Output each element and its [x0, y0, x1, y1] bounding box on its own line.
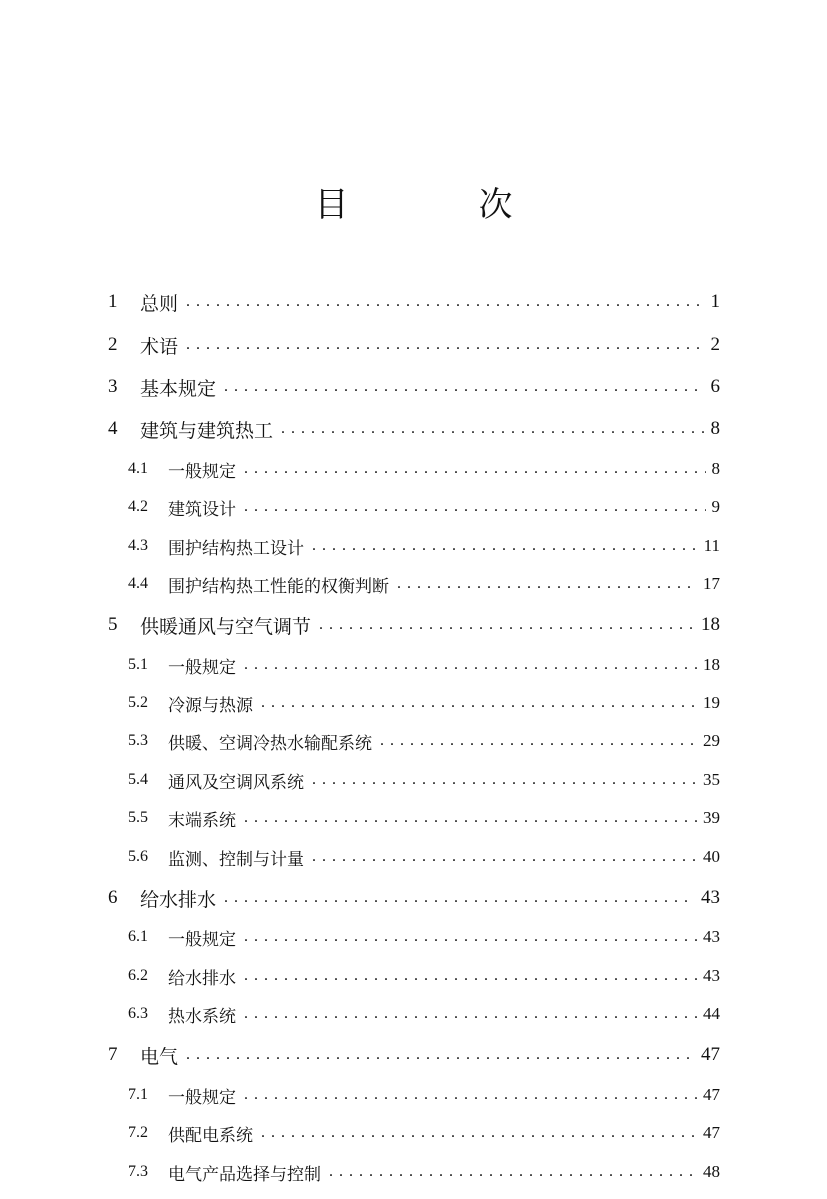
toc-entry-label: 围护结构热工设计	[168, 538, 304, 559]
dot-leader	[380, 731, 697, 751]
toc-entry[interactable]	[128, 455, 720, 483]
toc-entry-number: 5.2	[128, 694, 148, 711]
dot-leader	[261, 1123, 697, 1143]
toc-entry-label: 围护结构热工性能的权衡判断	[168, 576, 389, 597]
dot-leader	[244, 927, 697, 947]
toc-entry-label: 总则	[140, 292, 179, 315]
dot-leader	[244, 808, 697, 828]
toc-entry-label: 冷源与热源	[168, 695, 253, 716]
toc-entry-page-number: 8	[711, 459, 720, 478]
toc-entry-page-number: 6	[710, 376, 720, 397]
toc-entry-number: 4.2	[128, 498, 148, 515]
dot-leader	[312, 770, 697, 790]
toc-entry-number: 6.1	[128, 928, 148, 945]
toc-entry-number: 2	[108, 334, 118, 355]
dot-leader	[244, 1085, 697, 1105]
toc-entry[interactable]	[108, 884, 720, 912]
toc-entry-page-number: 47	[701, 1044, 720, 1065]
toc-entry-label: 供暖、空调冷热水输配系统	[168, 733, 372, 754]
toc-entry-page-number: 29	[703, 731, 720, 750]
toc-entry[interactable]	[108, 1041, 720, 1069]
toc-entry-label: 电气产品选择与控制	[168, 1164, 321, 1185]
toc-entry-number: 5.6	[128, 848, 148, 865]
toc-entry[interactable]	[128, 727, 720, 755]
toc-entry-label: 一般规定	[168, 657, 236, 678]
dot-leader	[186, 292, 704, 312]
toc-entry-page-number: 47	[703, 1123, 720, 1142]
toc-entry[interactable]	[128, 651, 720, 679]
toc-entry[interactable]	[108, 288, 720, 316]
toc-entry-page-number: 18	[703, 655, 720, 674]
toc-entry-number: 5	[108, 614, 118, 635]
toc-entry[interactable]	[128, 804, 720, 832]
toc-entry-label: 一般规定	[168, 461, 236, 482]
toc-entry-label: 一般规定	[168, 1087, 236, 1108]
toc-entry-number: 5.1	[128, 656, 148, 673]
toc-entry-number: 7	[108, 1044, 118, 1065]
toc-entry-number: 7.1	[128, 1086, 148, 1103]
dot-leader	[281, 419, 704, 439]
toc-entry-number: 4	[108, 418, 118, 439]
dot-leader	[224, 377, 704, 397]
dot-leader	[244, 1004, 697, 1024]
toc-entry-page-number: 35	[703, 770, 720, 789]
toc-entry-number: 5.3	[128, 732, 148, 749]
dot-leader	[329, 1162, 697, 1182]
toc-entry-page-number: 1	[710, 291, 720, 312]
dot-leader	[244, 497, 706, 517]
toc-entry[interactable]	[128, 1158, 720, 1186]
toc-entry-page-number: 43	[703, 966, 720, 985]
toc-entry[interactable]	[128, 532, 720, 560]
toc-entry-page-number: 9	[711, 497, 720, 516]
toc-entry[interactable]	[128, 1119, 720, 1147]
toc-entry[interactable]	[128, 493, 720, 521]
toc-entry-label: 供暖通风与空气调节	[140, 615, 312, 638]
toc-entry-number: 4.3	[128, 537, 148, 554]
toc-entry-page-number: 19	[703, 693, 720, 712]
toc-entry[interactable]	[128, 570, 720, 598]
toc-entry-number: 4.4	[128, 575, 148, 592]
toc-entry-page-number: 43	[703, 927, 720, 946]
dot-leader	[312, 847, 697, 867]
toc-entry-page-number: 11	[703, 536, 720, 555]
dot-leader	[244, 966, 697, 986]
toc-entry-page-number: 47	[703, 1085, 720, 1104]
dot-leader	[244, 459, 706, 479]
toc-entry[interactable]	[108, 415, 720, 443]
toc-entry-number: 6.3	[128, 1005, 148, 1022]
toc-entry-page-number: 44	[703, 1004, 720, 1023]
toc-entry[interactable]	[128, 843, 720, 871]
dot-leader	[261, 693, 697, 713]
toc-entry-label: 监测、控制与计量	[168, 849, 304, 870]
toc-entry-number: 6.2	[128, 967, 148, 984]
toc-entry-label: 术语	[140, 335, 179, 358]
toc-entry-label: 末端系统	[168, 810, 236, 831]
toc-entry-label: 热水系统	[168, 1006, 236, 1027]
toc-entry-label: 基本规定	[140, 377, 217, 400]
toc-entry-label: 供配电系统	[168, 1125, 253, 1146]
toc-entry-label: 一般规定	[168, 929, 236, 950]
dot-leader	[312, 536, 698, 556]
dot-leader	[319, 615, 695, 635]
toc-entry-number: 6	[108, 887, 118, 908]
toc-entry[interactable]	[108, 611, 720, 639]
toc-entry-label: 通风及空调风系统	[168, 772, 304, 793]
toc-entry-page-number: 39	[703, 808, 720, 827]
toc-entry-label: 建筑设计	[168, 499, 236, 520]
toc-entry[interactable]	[128, 766, 720, 794]
toc-entry-label: 给水排水	[168, 968, 236, 989]
toc-entry-number: 1	[108, 291, 118, 312]
toc-entry[interactable]	[128, 962, 720, 990]
toc-entry[interactable]	[108, 331, 720, 359]
dot-leader	[244, 655, 697, 675]
toc-entry-page-number: 18	[701, 614, 720, 635]
toc-entry-number: 5.4	[128, 771, 148, 788]
toc-entry-page-number: 43	[701, 887, 720, 908]
dot-leader	[186, 1045, 695, 1065]
toc-entry-label: 建筑与建筑热工	[140, 419, 274, 442]
toc-entry-number: 3	[108, 376, 118, 397]
toc-entry-page-number: 2	[710, 334, 720, 355]
toc-entry-page-number: 17	[703, 574, 720, 593]
toc-entry-label: 电气	[140, 1045, 179, 1068]
page-title: 目 次	[314, 185, 561, 225]
dot-leader	[224, 888, 695, 908]
toc-entry-number: 5.5	[128, 809, 148, 826]
dot-leader	[186, 335, 704, 355]
toc-entry-page-number: 40	[703, 847, 720, 866]
toc-entry-number: 7.2	[128, 1124, 148, 1141]
toc-entry-label: 给水排水	[140, 888, 217, 911]
toc-entry-page-number: 48	[703, 1162, 720, 1181]
toc-entry-number: 4.1	[128, 460, 148, 477]
toc-entry[interactable]	[128, 1000, 720, 1028]
toc-entry[interactable]	[128, 923, 720, 951]
toc-entry[interactable]	[108, 373, 720, 401]
toc-entry[interactable]	[128, 689, 720, 717]
toc-entry[interactable]	[128, 1081, 720, 1109]
toc-entry-page-number: 8	[710, 418, 720, 439]
dot-leader	[397, 574, 697, 594]
toc-entry-number: 7.3	[128, 1163, 148, 1180]
